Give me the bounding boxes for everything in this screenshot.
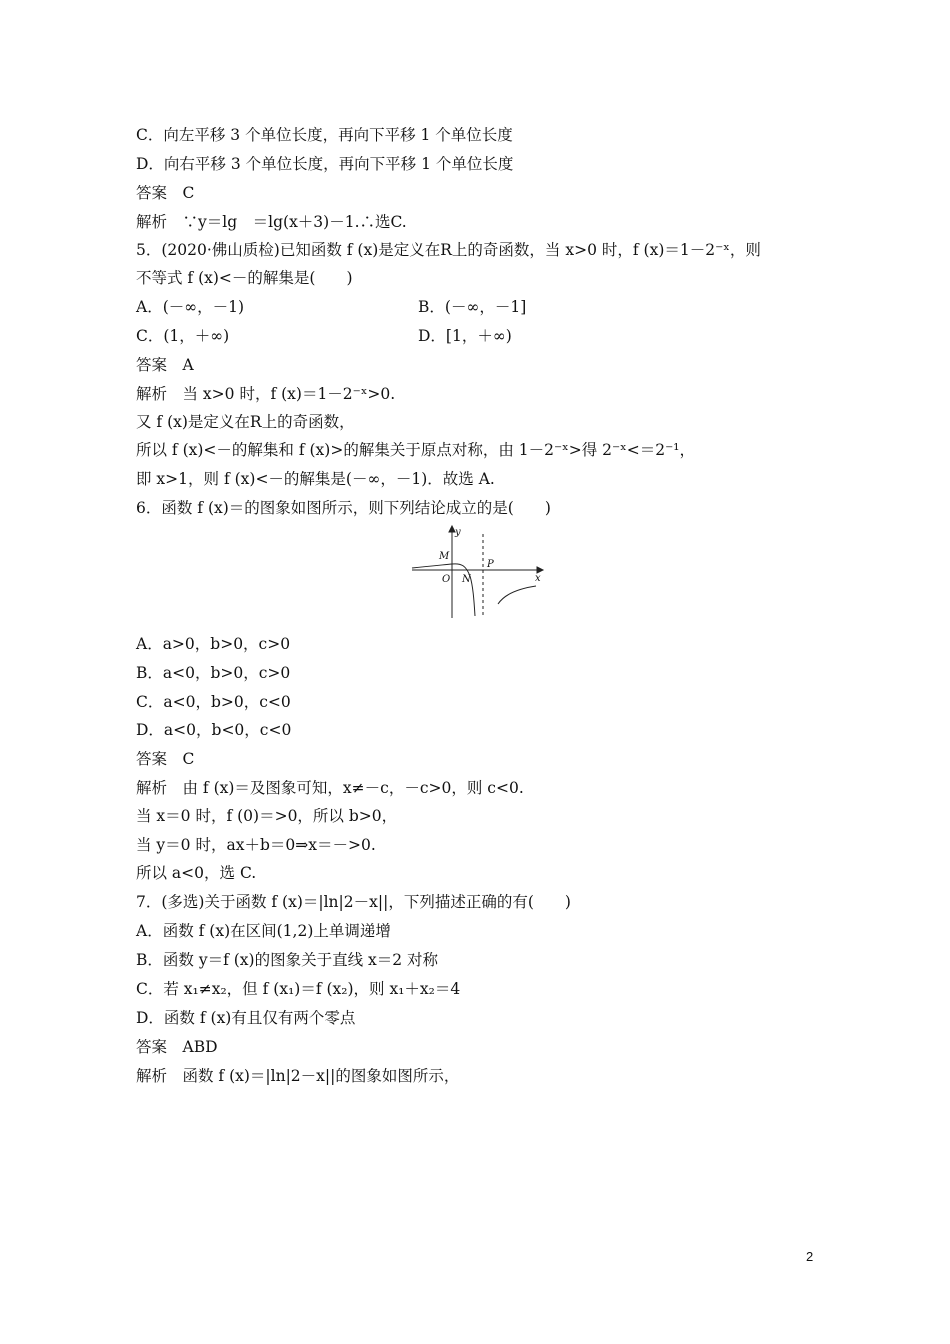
option-c-q4: C．向左平移 3 个单位长度，再向下平移 1 个单位长度 [136,126,513,144]
analysis-q5-3: 所以 f (x)<－的解集和 f (x)>的解集关于原点对称，由 1－2⁻ˣ>得 2⁻ˣ<＝2⁻¹， [136,441,696,459]
analysis-q6-1: 解析 由 f (x)＝及图象可知，x≠－c，－c>0，则 c<0. [136,779,524,797]
figure-label-n: N [462,574,471,585]
figure-label-p: P [487,559,494,570]
analysis-q7: 解析 函数 f (x)＝|ln|2－x||的图象如图所示， [136,1067,460,1085]
figure-label-y: y [455,527,461,538]
analysis-q6-3: 当 y＝0 时，ax＋b＝0⇒x＝－>0. [136,836,376,854]
answer-q4: 答案 C [136,184,195,202]
answer-q7: 答案 ABD [136,1038,218,1056]
analysis-q6-4: 所以 a<0，选 C. [136,864,257,882]
page-number: 2 [806,1249,814,1264]
option-a-q5: A．(－∞，－1) [136,298,245,316]
option-d-q7: D．函数 f (x)有且仅有两个零点 [136,1009,356,1027]
option-d-q4: D．向右平移 3 个单位长度，再向下平移 1 个单位长度 [136,155,514,173]
option-b-q7: B．函数 y＝f (x)的图象关于直线 x＝2 对称 [136,951,439,969]
function-graph-figure [410,524,545,620]
analysis-q4: 解析 ∵y＝lg ＝lg(x＋3)－1.∴选C. [136,213,407,231]
option-c-q7: C．若 x₁≠x₂，但 f (x₁)＝f (x₂)，则 x₁＋x₂＝4 [136,980,461,998]
option-a-q7: A．函数 f (x)在区间(1,2)上单调递增 [136,922,391,940]
question-5-cont: 不等式 f (x)<－的解集是( ) [136,269,353,287]
figure-label-o: O [442,574,451,585]
option-b-q5: B．(－∞，－1] [418,298,527,316]
analysis-q5-2: 又 f (x)是定义在R上的奇函数， [136,413,355,431]
option-c-q5: C．(1，＋∞) [136,327,230,345]
analysis-q5-1: 解析 当 x>0 时，f (x)＝1－2⁻ˣ>0. [136,385,396,403]
option-a-q6: A．a>0，b>0，c>0 [136,635,291,653]
analysis-q5-4: 即 x>1，则 f (x)<－的解集是(－∞，－1)．故选 A. [136,470,495,488]
option-b-q6: B．a<0，b>0，c>0 [136,664,291,682]
left-branch-curve [412,564,475,616]
figure-label-x: x [535,573,541,584]
right-branch-curve [498,586,536,604]
question-7: 7．(多选)关于函数 f (x)＝|ln|2－x||，下列描述正确的有( ) [136,893,571,911]
option-c-q6: C．a<0，b>0，c<0 [136,693,291,711]
question-5: 5．(2020·佛山质检)已知函数 f (x)是定义在R上的奇函数，当 x>0 时，f (x)＝1－2⁻ˣ，则 [136,241,761,259]
answer-q6: 答案 C [136,750,195,768]
answer-q5: 答案 A [136,356,194,374]
question-6: 6．函数 f (x)＝的图象如图所示，则下列结论成立的是( ) [136,499,551,517]
figure-label-m: M [439,551,450,562]
analysis-q6-2: 当 x＝0 时，f (0)＝>0，所以 b>0， [136,807,398,825]
option-d-q5: D．[1，＋∞) [418,327,512,345]
option-d-q6: D．a<0，b<0，c<0 [136,721,292,739]
